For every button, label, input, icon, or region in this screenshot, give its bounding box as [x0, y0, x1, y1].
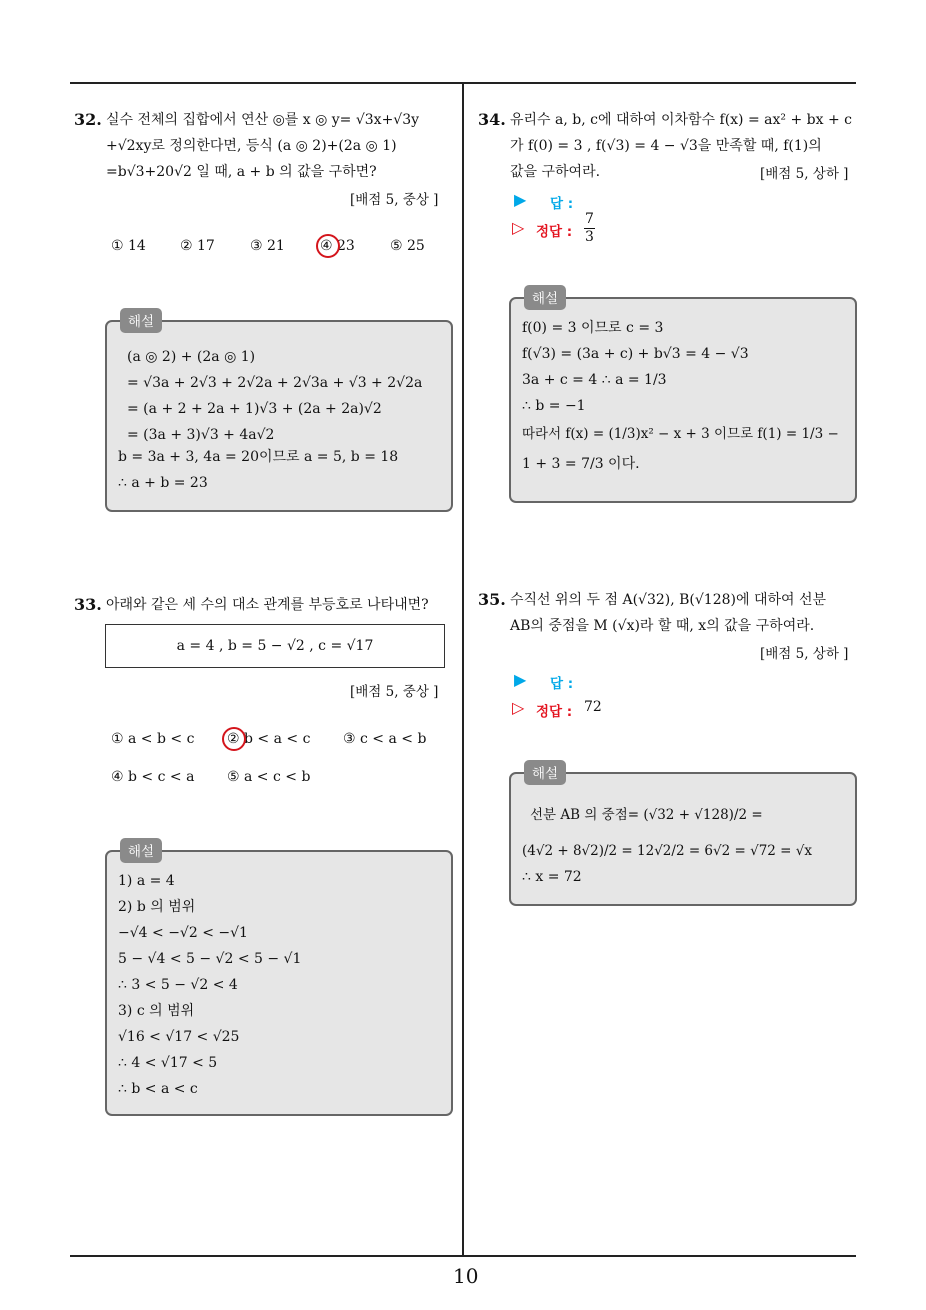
question-text-line: +√2xy로 정의한다면, 등식 (a ◎ 2)+(2a ◎ 1) — [106, 138, 397, 154]
choice-2[interactable]: ② b < a < c — [227, 731, 311, 747]
solution-line: (4√2 + 8√2)/2 = 12√2/2 = 6√2 = √72 = √x — [522, 843, 812, 859]
column-divider — [462, 84, 464, 1257]
score-label: [배점 5, 중상 ] — [350, 684, 439, 700]
choice-4[interactable]: ④ 23 — [320, 238, 355, 254]
question-text-line: 아래와 같은 세 수의 대소 관계를 부등호로 나타내면? — [106, 597, 429, 613]
question-text-line: 수직선 위의 두 점 A(√32), B(√128)에 대하여 선분 — [510, 592, 827, 608]
choice-5[interactable]: ⑤ 25 — [390, 238, 425, 254]
solution-line: b = 3a + 3, 4a = 20이므로 a = 5, b = 18 — [118, 449, 399, 465]
solution-line: −√4 < −√2 < −√1 — [118, 925, 248, 941]
correct-answer: 7 3 — [585, 211, 594, 245]
solution-line: 선분 AB 의 중점= (√32 + √128)/2 = — [530, 807, 763, 823]
solution-badge: 해설 — [120, 308, 162, 333]
answer-label: 답 : — [550, 676, 574, 692]
solution-badge: 해설 — [120, 838, 162, 863]
solution-line: ∴ a + b = 23 — [118, 475, 208, 491]
correct-label: 정답 : — [536, 704, 573, 720]
question-number: 32. — [74, 110, 102, 129]
correct-answer-value: 72 — [584, 699, 602, 715]
choice-5[interactable]: ⑤ a < c < b — [227, 769, 311, 785]
solution-line: 3) c 의 범위 — [118, 1003, 195, 1019]
solution-line: ∴ 4 < √17 < 5 — [118, 1055, 218, 1071]
bottom-rule — [70, 1255, 856, 1257]
correct-label: 정답 : — [536, 224, 573, 240]
solution-line: ∴ b = −1 — [522, 398, 586, 414]
solution-line: ∴ x = 72 — [522, 869, 582, 885]
choice-1[interactable]: ① 14 — [111, 238, 146, 254]
solution-badge: 해설 — [524, 760, 566, 785]
question-text-line: =b√3+20√2 일 때, a + b 의 값을 구하면? — [106, 164, 377, 180]
choice-1[interactable]: ① a < b < c — [111, 731, 195, 747]
question-text-line: 가 f(0) = 3 , f(√3) = 4 − √3을 만족할 때, f(1)의 — [510, 138, 822, 154]
condition-box: a = 4 , b = 5 − √2 , c = √17 — [105, 624, 445, 668]
choice-4[interactable]: ④ b < c < a — [111, 769, 195, 785]
selected-answer-circle — [222, 727, 246, 751]
solution-line: ∴ 3 < 5 − √2 < 4 — [118, 977, 238, 993]
correct-marker-icon: ▷ — [512, 698, 525, 717]
question-text-line: 유리수 a, b, c에 대하여 이차함수 f(x) = ax² + bx + c — [510, 112, 852, 128]
score-label: [배점 5, 상하 ] — [760, 646, 849, 662]
answer-label: 답 : — [550, 196, 574, 212]
choice-3[interactable]: ③ c < a < b — [343, 731, 427, 747]
choice-3[interactable]: ③ 21 — [250, 238, 285, 254]
question-text-line: 값을 구하여라. — [510, 164, 601, 180]
score-label: [배점 5, 상하 ] — [760, 166, 849, 182]
question-number: 33. — [74, 595, 102, 614]
solution-line: 1) a = 4 — [118, 873, 175, 889]
solution-line: 따라서 f(x) = (1/3)x² − x + 3 이므로 f(1) = 1/3 − — [522, 426, 839, 442]
question-number: 35. — [478, 590, 506, 609]
question-text-line: 실수 전체의 집합에서 연산 ◎를 x ◎ y= √3x+√3y — [106, 112, 420, 128]
solution-line: 3a + c = 4 ∴ a = 1/3 — [522, 372, 667, 388]
solution-line: 5 − √4 < 5 − √2 < 5 − √1 — [118, 951, 302, 967]
solution-line: 1 + 3 = 7/3 이다. — [522, 456, 640, 472]
solution-line: f(0) = 3 이므로 c = 3 — [522, 320, 664, 336]
question-number: 34. — [478, 110, 506, 129]
solution-line: = √3a + 2√3 + 2√2a + 2√3a + √3 + 2√2a — [127, 375, 423, 391]
solution-line: = (3a + 3)√3 + 4a√2 — [127, 427, 275, 443]
solution-line: ∴ b < a < c — [118, 1081, 198, 1097]
answer-marker-icon: ▶ — [514, 190, 527, 209]
score-label: [배점 5, 중상 ] — [350, 192, 439, 208]
selected-answer-circle — [316, 234, 340, 258]
answer-marker-icon: ▶ — [514, 670, 527, 689]
choice-2[interactable]: ② 17 — [180, 238, 215, 254]
solution-line: 2) b 의 범위 — [118, 899, 196, 915]
solution-line: (a ◎ 2) + (2a ◎ 1) — [127, 349, 256, 365]
solution-line: √16 < √17 < √25 — [118, 1029, 240, 1045]
solution-line: f(√3) = (3a + c) + b√3 = 4 − √3 — [522, 346, 749, 362]
page-number: 10 — [453, 1264, 479, 1288]
solution-badge: 해설 — [524, 285, 566, 310]
correct-marker-icon: ▷ — [512, 218, 525, 237]
question-text-line: AB의 중점을 M (√x)라 할 때, x의 값을 구하여라. — [510, 618, 815, 634]
solution-line: = (a + 2 + 2a + 1)√3 + (2a + 2a)√2 — [127, 401, 382, 417]
